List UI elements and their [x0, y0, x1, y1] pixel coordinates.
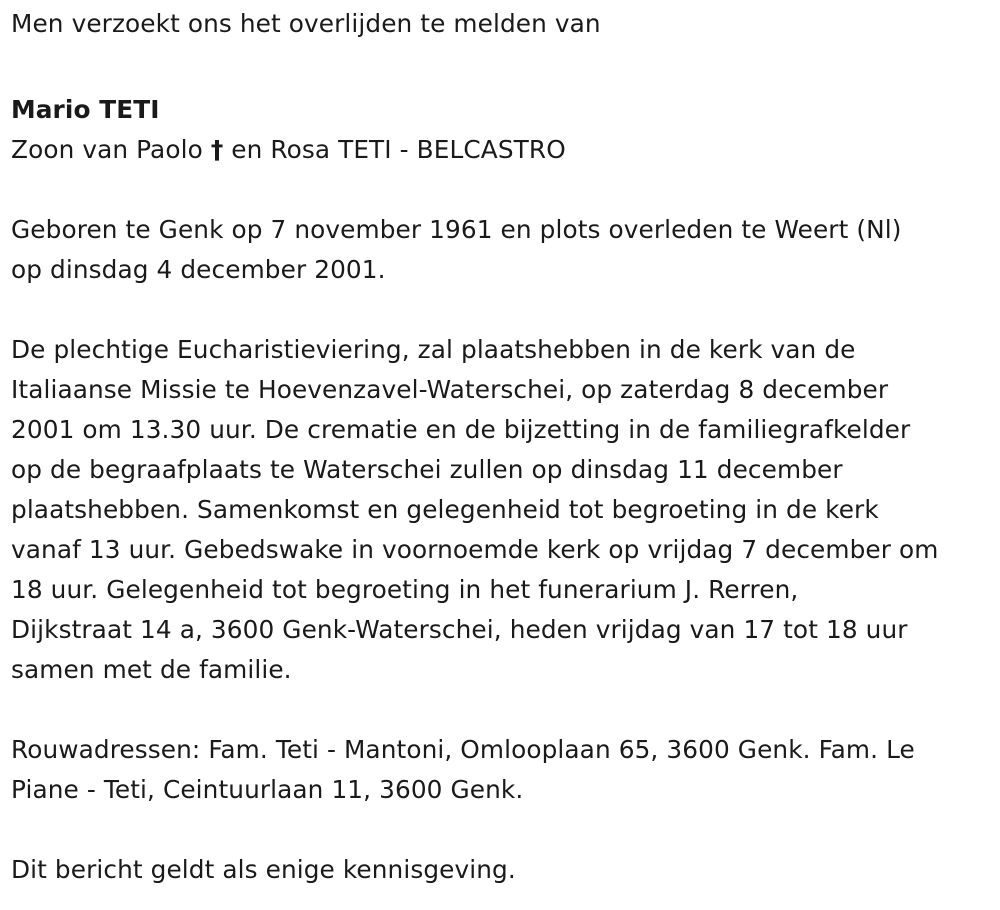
spacer: [11, 44, 1000, 84]
ceremony-line: 2001 om 13.30 uur. De crematie en de bijzetting in de familiegrafkelder: [11, 415, 911, 444]
ceremony-line: plaatshebben. Samenkomst en gelegenheid tot begroeting in de kerk: [11, 495, 879, 524]
parents-suffix: en Rosa TETI - BELCASTRO: [231, 135, 566, 164]
ceremony-line: 18 uur. Gelegenheid tot begroeting in het funerarium J. Rerren,: [11, 575, 799, 604]
cross-icon: †: [210, 135, 224, 164]
address-line: Piane - Teti, Ceintuurlaan 11, 3600 Genk.: [11, 775, 524, 804]
ceremony-line: op de begraafplaats te Waterschei zullen op dinsdag 11 december: [11, 455, 843, 484]
spacer: [11, 290, 1000, 330]
deceased-name: Mario TETI: [11, 95, 160, 124]
birth-death-line: op dinsdag 4 december 2001.: [11, 255, 386, 284]
closing-text: Dit bericht geldt als enige kennisgeving.: [11, 855, 516, 884]
spacer: [11, 690, 1000, 730]
spacer: [11, 810, 1000, 850]
ceremony-line: vanaf 13 uur. Gebedswake in voornoemde kerk op vrijdag 7 december om: [11, 535, 939, 564]
spacer: [11, 170, 1000, 210]
parents-line: [11, 130, 1000, 170]
parents-prefix: Zoon van Paolo: [11, 135, 203, 164]
birth-death-line: Geboren te Genk op 7 november 1961 en plots overleden te Weert (Nl): [11, 215, 902, 244]
ceremony-line: De plechtige Eucharistieviering, zal plaatshebben in de kerk van de: [11, 335, 856, 364]
address-line: Rouwadressen: Fam. Teti - Mantoni, Omlooplaan 65, 3600 Genk. Fam. Le: [11, 735, 915, 764]
ceremony-line: samen met de familie.: [11, 655, 292, 684]
ceremony-line: Dijkstraat 14 a, 3600 Genk-Waterschei, heden vrijdag van 17 tot 18 uur: [11, 615, 908, 644]
ceremony-line: Italiaanse Missie te Hoevenzavel-Waterschei, op zaterdag 8 december: [11, 375, 889, 404]
intro-text: Men verzoekt ons het overlijden te melden van: [11, 9, 601, 38]
